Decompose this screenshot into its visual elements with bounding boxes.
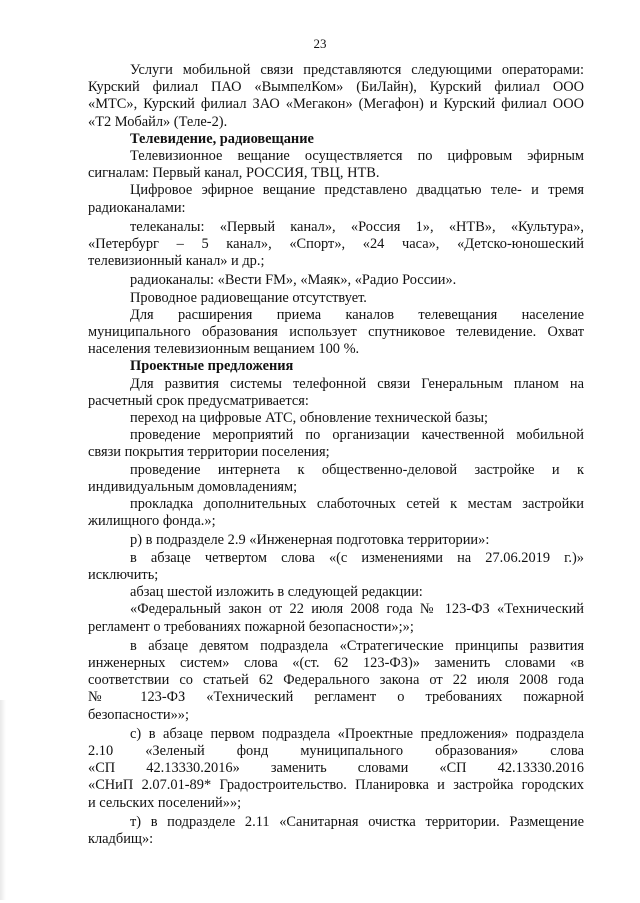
paragraph-line: соответствии со статьей 62 Федерального закона от 22 июля 2008 года bbox=[88, 672, 584, 689]
paragraph-line: в абзаце четвертом слова «(с изменениями на 27.06.2019 г.)» bbox=[130, 549, 584, 566]
paragraph-line: исключить; bbox=[88, 566, 159, 583]
paragraph-line: «СНиП 2.07.01-89* Градостроительство. Планировка и застройка городских bbox=[88, 777, 584, 794]
paragraph-line: «Т2 Мобайл» (Теле-2). bbox=[88, 113, 228, 130]
document-body bbox=[88, 62, 584, 848]
paragraph-line: переход на цифровые АТС, обновление технической базы; bbox=[130, 410, 489, 427]
paragraph-line: радиоканалы: «Вести FM», «Маяк», «Радио России». bbox=[130, 272, 457, 289]
paragraph-line: связи покрытия территории поселения; bbox=[88, 444, 330, 461]
paragraph-line: инженерных систем» слова «(ст. 62 123-ФЗ)» заменить словами «в bbox=[88, 654, 584, 671]
paragraph-line: т) в подразделе 2.11 «Санитарная очистка территории. Размещение bbox=[130, 813, 584, 830]
paragraph-line: Для расширения приема каналов телевещания население bbox=[130, 306, 584, 323]
paragraph-line: кладбищ»: bbox=[88, 830, 154, 847]
paragraph-line: абзац шестой изложить в следующей редакции: bbox=[130, 584, 423, 601]
paragraph-line: проведение мероприятий по организации качественной мобильной bbox=[130, 427, 584, 444]
paragraph-line: безопасности»»; bbox=[88, 706, 189, 723]
paragraph-line: в абзаце девятом подраздела «Стратегические принципы развития bbox=[130, 637, 584, 654]
page-number: 23 bbox=[313, 36, 327, 51]
paragraph-line: Услуги мобильной связи представляются следующими операторами: bbox=[130, 62, 584, 78]
paragraph-line: Цифровое эфирное вещание представлено двадцатью теле- и тремя bbox=[130, 182, 584, 199]
section-heading: Проектные предложения bbox=[130, 358, 294, 375]
paragraph-line: регламент о требованиях пожарной безопасности»;»; bbox=[88, 618, 414, 635]
paragraph-line: радиоканалами: bbox=[88, 199, 186, 216]
paragraph-line: 2.10 «Зеленый фонд муниципального образования» слова bbox=[88, 742, 584, 759]
paragraph-line: «Федеральный закон от 22 июля 2008 года № 123-ФЗ «Технический bbox=[130, 601, 584, 618]
paragraph-line: Для развития системы телефонной связи Генеральным планом на bbox=[130, 375, 584, 392]
section-heading: Телевидение, радиовещание bbox=[130, 130, 314, 147]
paragraph-line: Курский филиал ПАО «ВымпелКом» (БиЛайн), Курский филиал ООО bbox=[88, 79, 584, 96]
paragraph-line: р) в подразделе 2.9 «Инженерная подготовка территории»: bbox=[130, 532, 490, 549]
paragraph-line: проведение интернета к общественно-деловой застройке и к bbox=[130, 461, 584, 478]
paragraph-line: сигналам: Первый канал, РОССИЯ, ТВЦ, НТВ. bbox=[88, 165, 380, 182]
paragraph-line: «МТС», Курский филиал ЗАО «Мегакон» (Мегафон) и Курский филиал ООО bbox=[88, 96, 584, 113]
paragraph-line: Проводное радиовещание отсутствует. bbox=[130, 289, 367, 306]
paragraph-line: населения телевизионным вещанием 100 %. bbox=[88, 341, 360, 358]
paragraph-line: и сельских поселений»»; bbox=[88, 794, 242, 811]
scan-edge-shadow bbox=[0, 700, 6, 900]
paragraph-line: жилищного фонда.»; bbox=[88, 513, 216, 530]
paragraph-line: телеканалы: «Первый канал», «Россия 1», «НТВ», «Культура», bbox=[130, 218, 584, 235]
paragraph-line: телевизионный канал» и др.; bbox=[88, 253, 265, 270]
paragraph-line: Телевизионное вещание осуществляется по цифровым эфирным bbox=[130, 148, 584, 165]
paragraph-line: «Петербург – 5 канал», «Спорт», «24 часа», «Детско-юношеский bbox=[88, 236, 584, 253]
paragraph-line: муниципального образования использует спутниковое телевидение. Охват bbox=[88, 324, 584, 341]
paragraph-line: расчетный срок предусматривается: bbox=[88, 392, 309, 409]
paragraph-line: прокладка дополнительных слаботочных сетей к местам застройки bbox=[130, 496, 584, 513]
paragraph-line: № 123-ФЗ «Технический регламент о требованиях пожарной bbox=[88, 689, 584, 706]
paragraph-line: с) в абзаце первом подраздела «Проектные предложения» подраздела bbox=[130, 725, 584, 742]
paragraph-line: индивидуальным домовладениям; bbox=[88, 478, 298, 495]
paragraph-line: «СП 42.13330.2016» заменить словами «СП 42.13330.2016 bbox=[88, 760, 584, 777]
